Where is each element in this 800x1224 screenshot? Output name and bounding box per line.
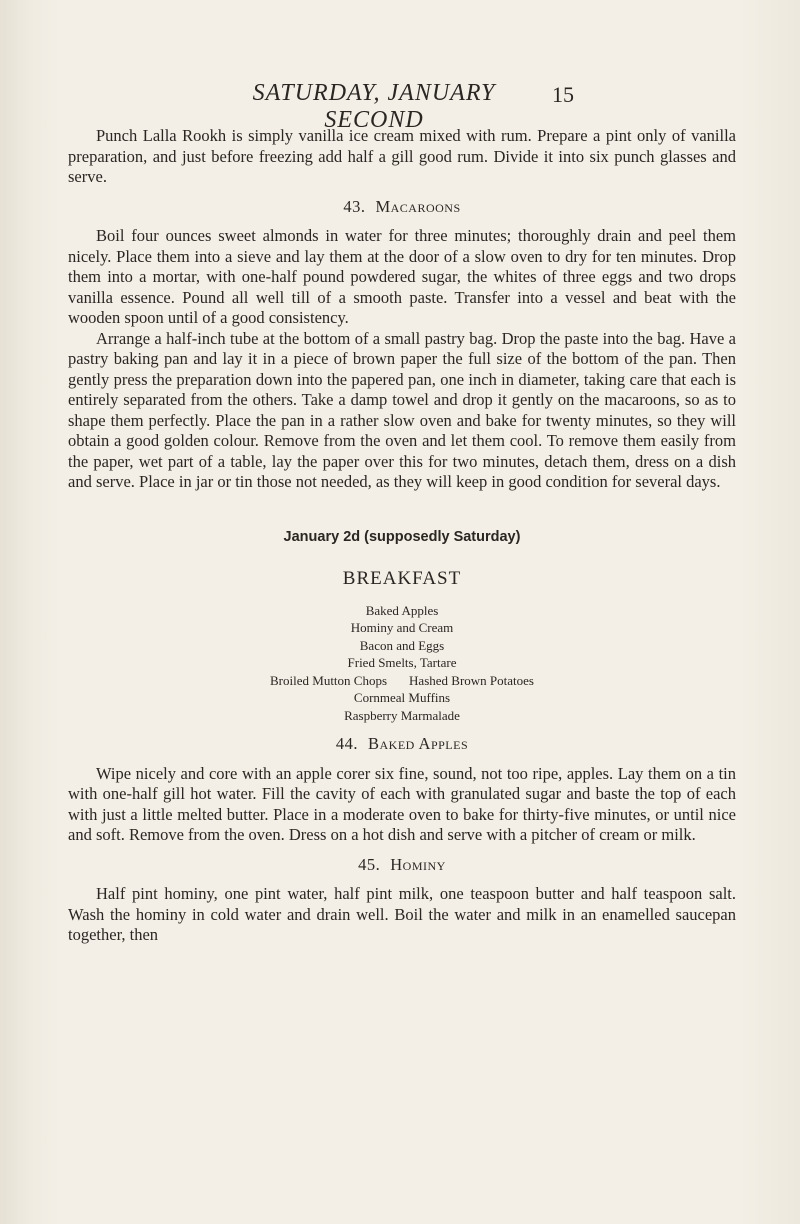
recipe-name: Macaroons <box>375 196 461 216</box>
menu-date: January 2d (supposedly Saturday) <box>283 528 521 545</box>
intro-paragraph: Punch Lalla Rookh is simply vanilla ice cream mixed with rum. Prepare a pint only of vanilla preparation, and just before freezing add half a gill good rum. Divide it into six punch glasses and serve. <box>68 126 736 186</box>
breakfast-menu <box>68 602 736 725</box>
recipe-name: Hominy <box>390 854 446 874</box>
recipe-paragraph: Half pint hominy, one pint water, half pint milk, one teaspoon butter and half teaspoon salt. Wash the hominy in cold water and drain well. Boil the water and milk in an enamelled saucepan together, then <box>68 884 736 944</box>
menu-item: Cornmeal Muffins <box>353 690 451 705</box>
recipe-title-baked-apples <box>68 734 736 755</box>
recipe-number: 43. <box>343 196 366 216</box>
menu-row <box>68 672 736 690</box>
running-head: SATURDAY, JANUARY SECOND <box>252 80 496 133</box>
menu-item: Bacon and Eggs <box>359 637 445 653</box>
page-number: 15 <box>552 82 574 107</box>
recipe-number: 44. <box>335 734 358 753</box>
recipe-title-hominy <box>68 855 736 876</box>
recipe-paragraph: Arrange a half-inch tube at the bottom of a small pastry bag. Drop the paste into the bag. Have a pastry baking pan and lay it in a piece of brown paper the full size of the bottom of the pan. Then gently press the preparation down into the papered pan, one inch in diameter, taking care that each is entirely separated from the others. Take a damp towel and drop it gently on the macaroons, so as to shape them perfectly. Place the pan in a rather slow oven and bake for twenty minutes, so they will obtain a good golden colour. Remove from the oven and let them cool. To remove them easily from the paper, wet part of a table, lay the paper over this for two minutes, detach them, dress on a dish and serve. Place in jar or tin those not needed, as they will keep in good condition for several days. <box>68 328 736 491</box>
page-body <box>68 126 736 946</box>
menu-item: Hashed Brown Potatoes <box>409 672 534 688</box>
menu-item: Fried Smelts, Tartare <box>347 655 457 670</box>
recipe-title-macaroons <box>68 197 736 218</box>
recipe-number: 45. <box>358 854 381 874</box>
recipe-paragraph: Boil four ounces sweet almonds in water for three minutes; thoroughly drain and peel them nicely. Place them into a sieve and lay them at the door of a slow oven to dry for ten minutes. Drop them into a mortar, with one-half pound powdered sugar, the whites of three eggs and two drops vanilla essence. Pound all well till of a smooth paste. Transfer into a vessel and beat with the wooden spoon until of a good consistency. <box>68 226 736 327</box>
menu-heading: BREAKFAST <box>342 568 462 589</box>
page-header <box>0 80 800 133</box>
recipe-name: Baked Apples <box>367 734 469 753</box>
recipe-paragraph: Wipe nicely and core with an apple corer six fine, sound, not too ripe, apples. Lay them on a tin with one-half gill hot water. Fill the cavity of each with granulated sugar and baste the top of each with just a little melted butter. Place in a moderate oven to bake for thirty-five minutes, or until nice and soft. Remove from the oven. Dress on a hot dish and serve with a pitcher of cream or milk. <box>68 763 736 844</box>
menu-item: Broiled Mutton Chops <box>270 672 388 688</box>
menu-item: Baked Apples <box>365 602 439 618</box>
menu-item: Raspberry Marmalade <box>344 707 460 723</box>
menu-item: Hominy and Cream <box>350 620 454 635</box>
